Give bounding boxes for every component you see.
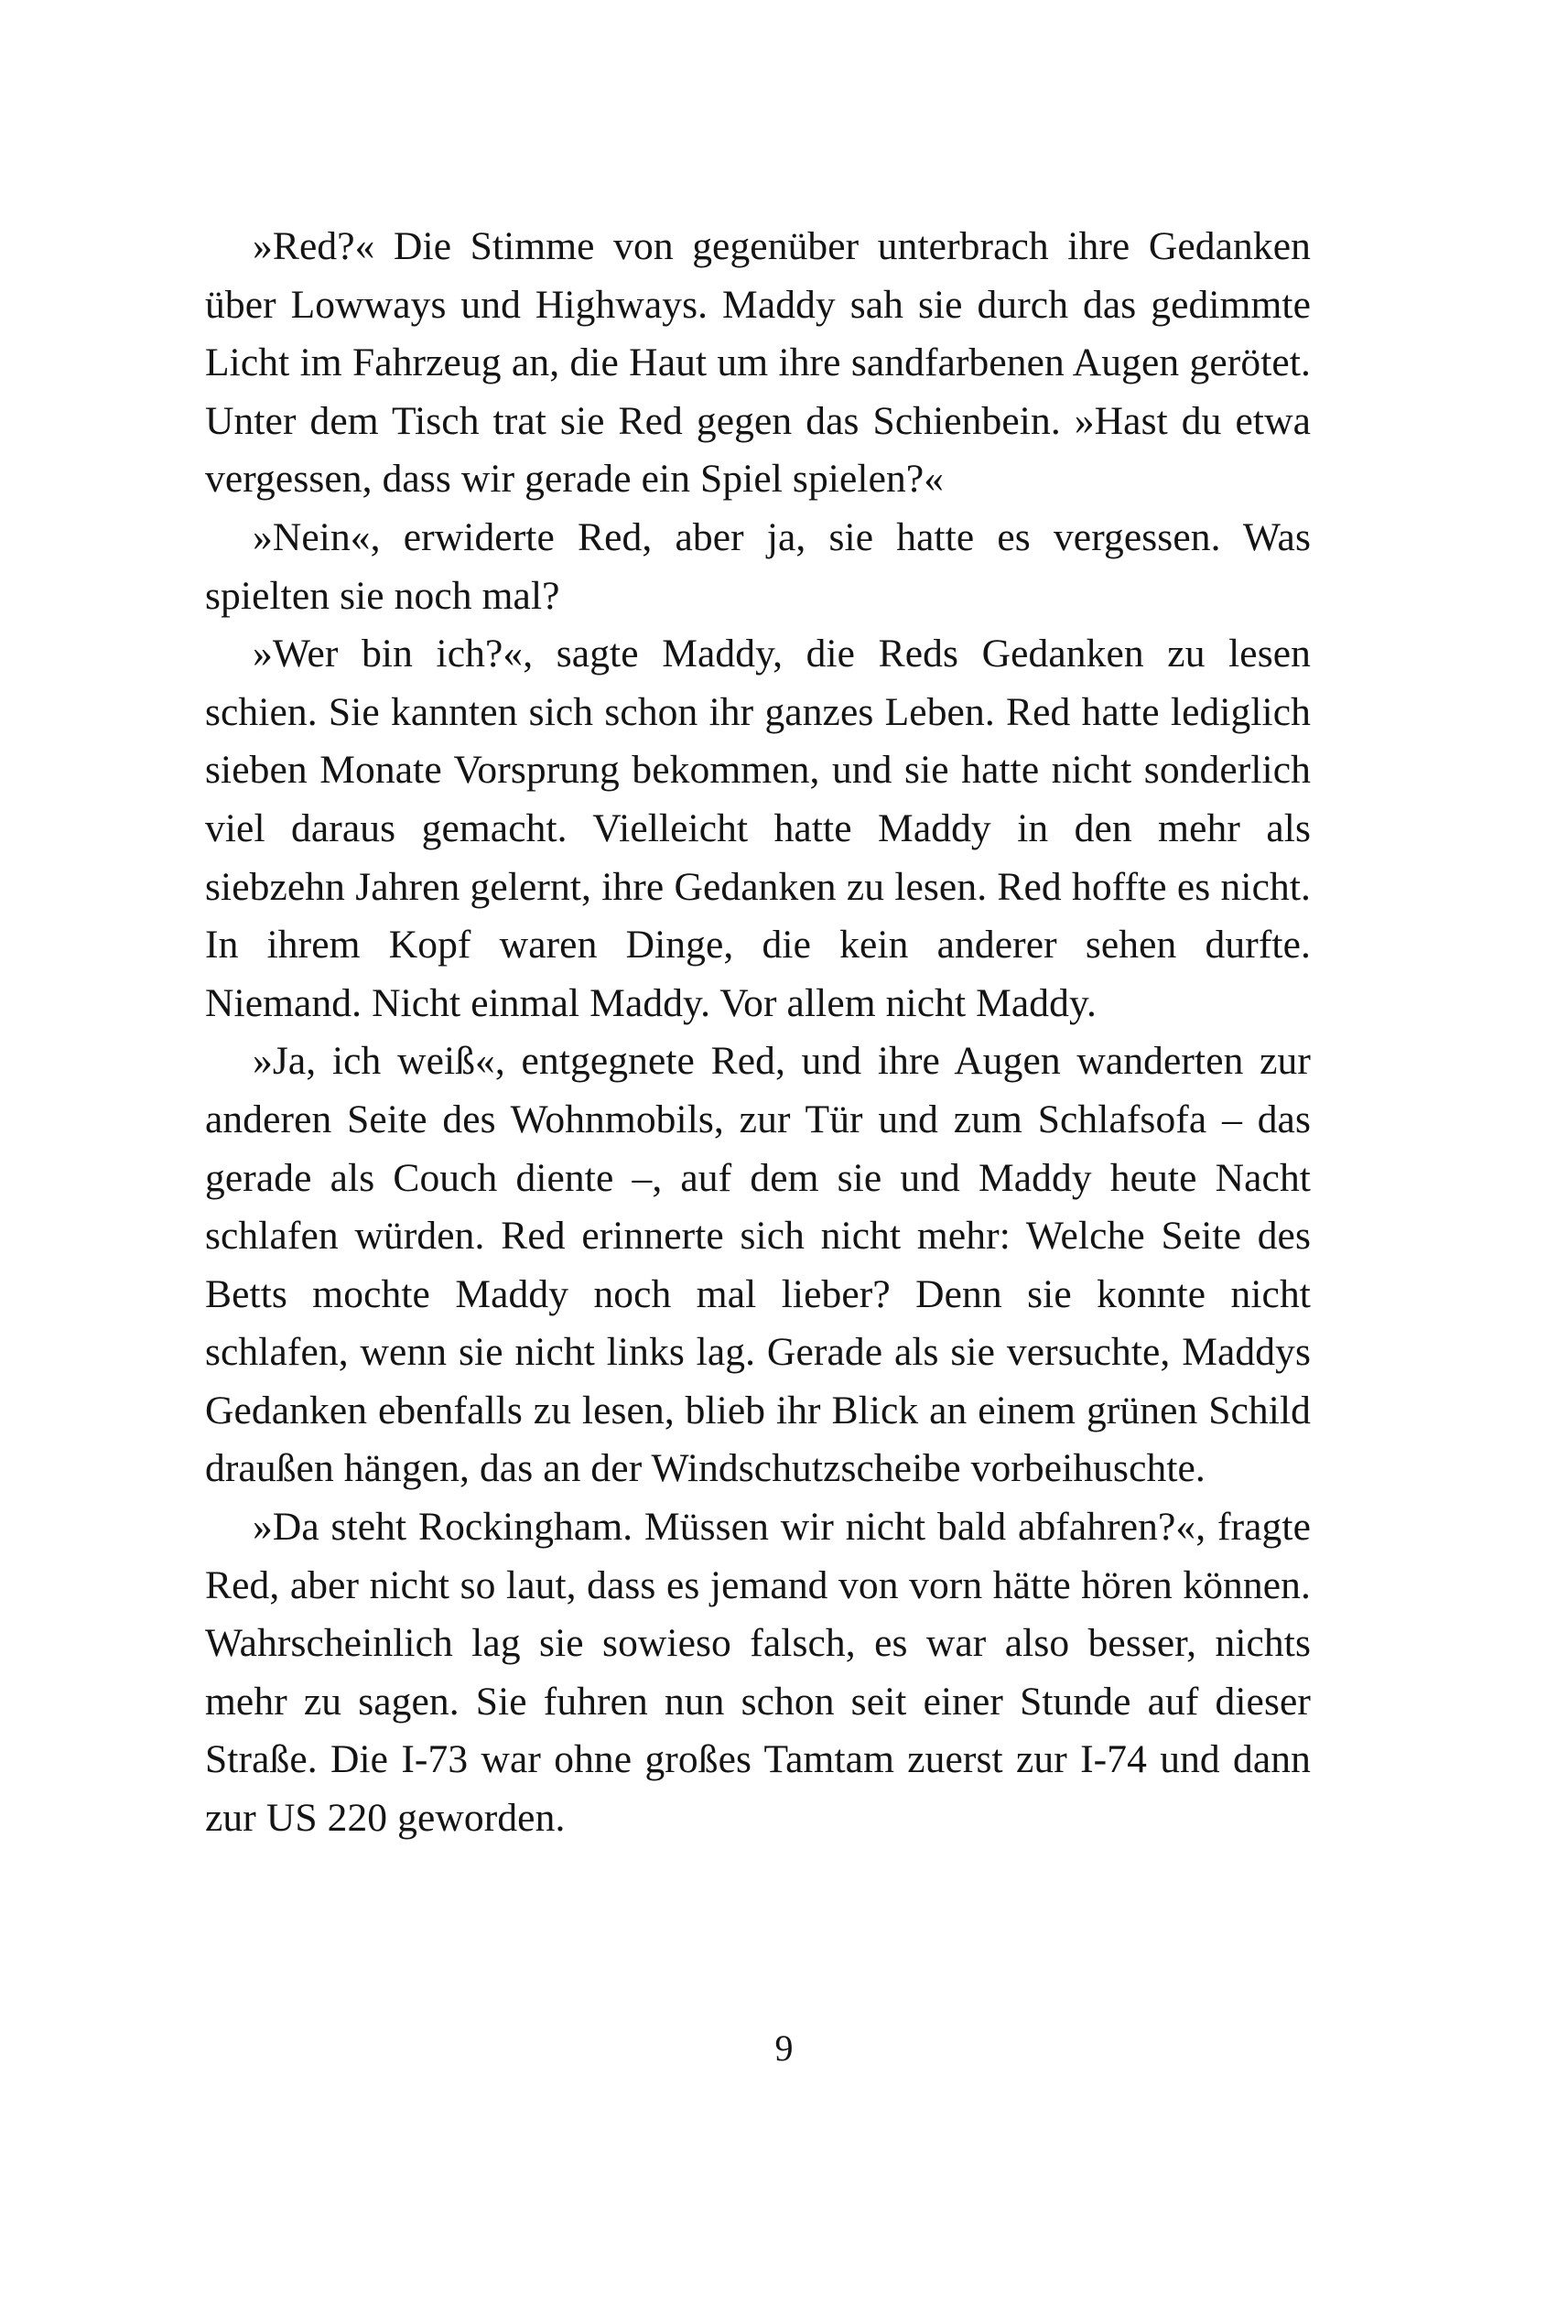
page-text-block [205, 218, 1311, 1848]
paragraph-1: »Red?« Die Stimme von gegenüber unterbrach ihre Gedanken über Lowways und Highways. Maddy sah sie durch das gedimmte Licht im Fahrzeug an, die Haut um ihre sandfarbenen Augen gerötet. Unter dem Tisch trat sie Red gegen das Schienbein. »Hast du etwa vergessen, dass wir gerade ein Spiel spielen?« [205, 224, 1311, 502]
paragraph-5: »Da steht Rockingham. Müssen wir nicht bald abfahren?«, fragte Red, aber nicht so laut, dass es jemand von vorn hätte hören können. Wahrscheinlich lag sie sowieso falsch, es war also besser, nichts mehr zu sagen. Sie fuhren nun schon seit einer Stunde auf dieser Straße. Die I-73 war ohne großes Tamtam zuerst zur I-74 und dann zur US 220 geworden. [205, 1505, 1311, 1841]
paragraph-3: »Wer bin ich?«, sagte Maddy, die Reds Gedanken zu lesen schien. Sie kannten sich schon ihr ganzes Leben. Red hatte lediglich sieben Monate Vorsprung bekommen, und sie hatte nicht sonderlich viel daraus gemacht. Vielleicht hatte Maddy in den mehr als siebzehn Jahren gelernt, ihre Gedanken zu lesen. Red hoffte es nicht. In ihrem Kopf waren Dinge, die kein anderer sehen durfte. Niemand. Nicht einmal Maddy. Vor allem nicht Maddy. [205, 632, 1311, 1025]
page-number: 9 [774, 2027, 794, 2069]
paragraph-4: »Ja, ich weiß«, entgegnete Red, und ihre Augen wanderten zur anderen Seite des Wohnmobils, zur Tür und zum Schlafsofa – das gerade als Couch diente –, auf dem sie und Maddy heute Nacht schlafen würden. Red erinnerte sich nicht mehr: Welche Seite des Betts mochte Maddy noch mal lieber? Denn sie konnte nicht schlafen, wenn sie nicht links lag. Gerade als sie versuchte, Maddys Gedanken ebenfalls zu lesen, blieb ihr Blick an einem grünen Schild draußen hängen, das an der Windschutzscheibe vorbeihuschte. [205, 1039, 1311, 1491]
paragraph-2: »Nein«, erwiderte Red, aber ja, sie hatte es vergessen. Was spielten sie noch mal? [205, 514, 1311, 618]
